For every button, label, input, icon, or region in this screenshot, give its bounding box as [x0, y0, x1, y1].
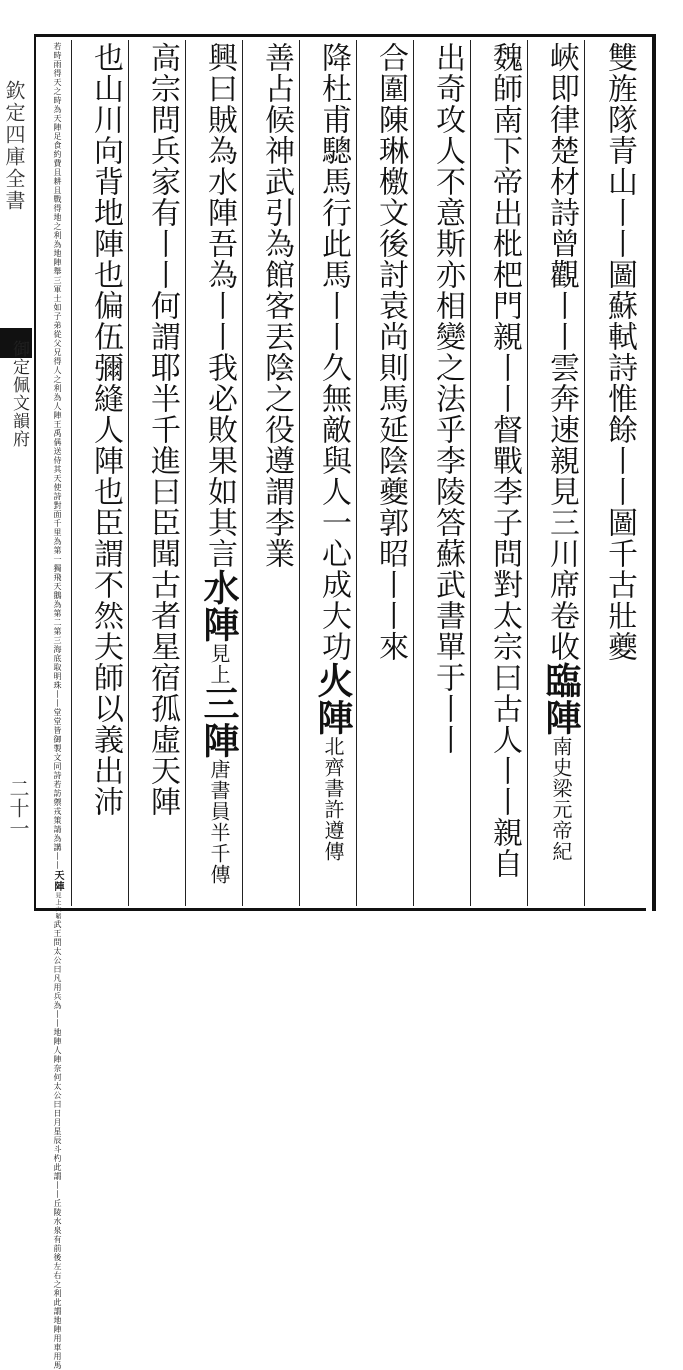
- entry-source: 見上: [207, 643, 231, 685]
- margin-page-number: 二十一: [6, 778, 30, 838]
- entry-source: 南史梁元帝紀: [549, 736, 573, 862]
- text-run: 合圍陳琳檄文後討袁尚則馬延陰夔郭昭丨丨來: [373, 42, 408, 662]
- text-column-6: [305, 42, 361, 904]
- text-run: 降杜甫驄馬行此馬丨丨久無敵與人一心成大功: [316, 42, 351, 662]
- text-column-8: [191, 42, 247, 904]
- frame-top-rule: [36, 34, 656, 37]
- text-run: 詩對面千里為第一獨飛天鵝為第二第三海底取明: [53, 492, 62, 681]
- frame-bottom-rule: [36, 908, 646, 911]
- text-column-11: [40, 42, 74, 1370]
- text-column-9: [134, 42, 190, 904]
- text-run: 魏師南下帝出枇杷門親丨丨督戰李子問對太宗曰古人丨丨親自: [487, 42, 522, 879]
- page-margin: [0, 36, 36, 916]
- text-run: 興曰賊為水陣吾為丨丨我必敗果如其言: [202, 42, 237, 569]
- text-run: 也山川向背地陣也偏伍彌縫人陣也臣謂不然夫師以義出沛: [88, 42, 123, 817]
- margin-volume-label: 御定佩文韻府: [9, 340, 29, 448]
- entry-heading: 火陣: [312, 662, 354, 736]
- text-column-4: [419, 42, 475, 904]
- text-column-2: [533, 42, 589, 904]
- text-column-1: [590, 42, 648, 904]
- text-run: 舉三軍士如子弟從父兄得人之利為人陣王禹偁送侍其天使: [53, 267, 62, 492]
- entry-heading: 水陣: [198, 569, 240, 643]
- text-column-7: [248, 42, 304, 904]
- entry-heading: 天陣: [52, 870, 63, 892]
- entry-source: 見上六韜: [54, 892, 61, 920]
- text-column-10: [77, 42, 133, 904]
- entry-heading: 臨陣: [540, 662, 582, 736]
- text-run: 高宗問兵家有丨丨何謂耶半千進曰臣聞古者星宿孤虛天陣: [145, 42, 180, 817]
- text-run: 出奇攻人不意斯亦相變之法乎李陵答蘇武書單于丨丨: [430, 42, 465, 755]
- margin-book-title: 欽定四庫全書: [2, 80, 26, 212]
- text-run: 若時雨得天之時為天陣足食約費且耕且戰得地之利為地陣: [53, 42, 62, 267]
- text-column-3: [476, 42, 532, 904]
- text-run: 珠丨丨堂堂皆御製文同詩若訪禦戎策請為講丨丨: [53, 681, 62, 870]
- text-run: 斗杓此謂丨丨丘陵水泉有前後左右之利此謂地陣用車用馬: [53, 1145, 62, 1370]
- text-run: 善占候神武引為館客丟陰之役遵謂李業: [259, 42, 294, 569]
- entry-source: 北齊書許遵傳: [321, 736, 345, 862]
- frame-right-rule: [652, 34, 656, 911]
- text-run: 峽即律楚材詩曾觀丨丨雲奔速親見三川席卷收: [544, 42, 579, 662]
- entry-heading: 三陣: [198, 685, 240, 759]
- entry-source: 唐書員半千傳: [207, 759, 231, 885]
- text-run: 武王問太公曰凡用兵為丨丨地陣人陣奈何太公曰日月星辰: [53, 920, 62, 1145]
- text-run: 雙旌隊青山丨丨圖蘇軾詩惟餘丨丨圖千古壯夔: [602, 42, 637, 662]
- text-column-5: [362, 42, 418, 904]
